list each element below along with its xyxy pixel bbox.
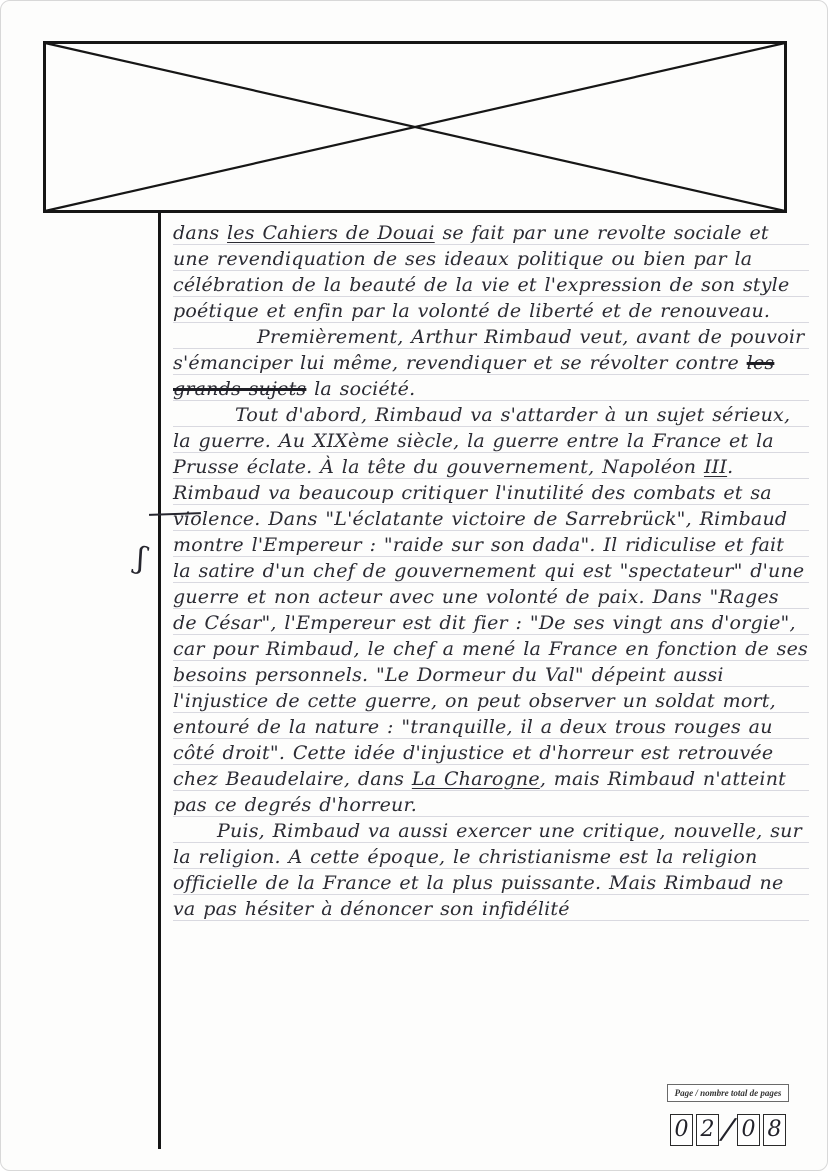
- page-number-digits: [667, 1112, 789, 1147]
- text-segment: la société.: [306, 378, 416, 400]
- text-segment: Tout d'abord, Rimbaud va s'attarder à un sujet sérieux, la guerre. Au XIXème siècle, la guerre entre la France et la Prusse éclate. À la tête du gouvernement, Napoléon: [173, 404, 791, 478]
- paragraph-premierement: [173, 324, 809, 402]
- crossed-out-text: les grands sujets: [173, 352, 775, 400]
- page-digit: 0: [737, 1114, 760, 1146]
- page-number-box: [667, 1084, 789, 1147]
- paragraph-intro: [173, 220, 809, 324]
- page-digit: 2: [696, 1114, 719, 1146]
- text-segment: , mais Rimbaud n'atteint pas ce degrés d'horreur.: [173, 768, 786, 816]
- text-segment: dans: [173, 222, 228, 244]
- anonymization-box: [43, 41, 787, 213]
- text-segment: . Rimbaud va beaucoup critiquer l'inutilité des combats et sa violence. Dans "L'éclatante victoire de Sarrebrück", Rimbaud montre l'Empereur : "raide sur son dada". Il ridiculise et fait la satire d'un chef de gouvernement qui est "spectateur" d'une guerre et non acteur avec une volonté de paix. Dans "Rages de César", l'Empereur est dit fier : "De ses vingt ans d'orgie", car pour Rimbaud, le chef a mené la France en fonction de ses besoins personnels. "Le Dormeur du Val" dépeint aussi l'injustice de cette guerre, on peut observer un soldat mort, entouré de la nature : "tranquille, il a deux trous rouges au côté droit". Cette idée d'injustice et d'horreur est retrouvée chez Beaudelaire, dans: [173, 456, 809, 790]
- page-digit: 0: [670, 1114, 693, 1146]
- text-segment: Puis, Rimbaud va aussi exercer une critique, nouvelle, sur la religion. A cette époque, le christianisme est la religion officielle de la France et la plus puissante. Mais Rimbaud ne va pas hésiter à dénoncer son infidélité: [173, 820, 802, 920]
- paragraph-tout-dabord: [173, 402, 809, 818]
- paragraph-puis: [173, 818, 809, 922]
- margin-rule-line: [158, 212, 161, 1149]
- manuscript-text: [173, 220, 809, 922]
- text-segment: se fait par une revolte sociale et une revendiquation de ses ideaux politique ou bien par la célébration de la beauté de la vie et l'expression de son style poétique et enfin par la volonté de liberté et de renouveau.: [173, 222, 790, 322]
- page-digit: 8: [763, 1114, 786, 1146]
- insertion-caret-mark: ʃ: [133, 540, 149, 577]
- underlined-work-title: La Charogne: [411, 768, 540, 790]
- x-mark-icon: [43, 41, 787, 213]
- page-slash: /: [720, 1111, 736, 1148]
- page-count-label: Page / nombre total de pages: [667, 1084, 789, 1102]
- underlined-roman-numeral: III: [703, 456, 728, 478]
- text-segment: Premièrement, Arthur Rimbaud veut, avant de pouvoir s'émanciper lui même, revendiquer et se révolter contre: [173, 326, 805, 374]
- underlined-work-title: les Cahiers de Douai: [227, 222, 435, 244]
